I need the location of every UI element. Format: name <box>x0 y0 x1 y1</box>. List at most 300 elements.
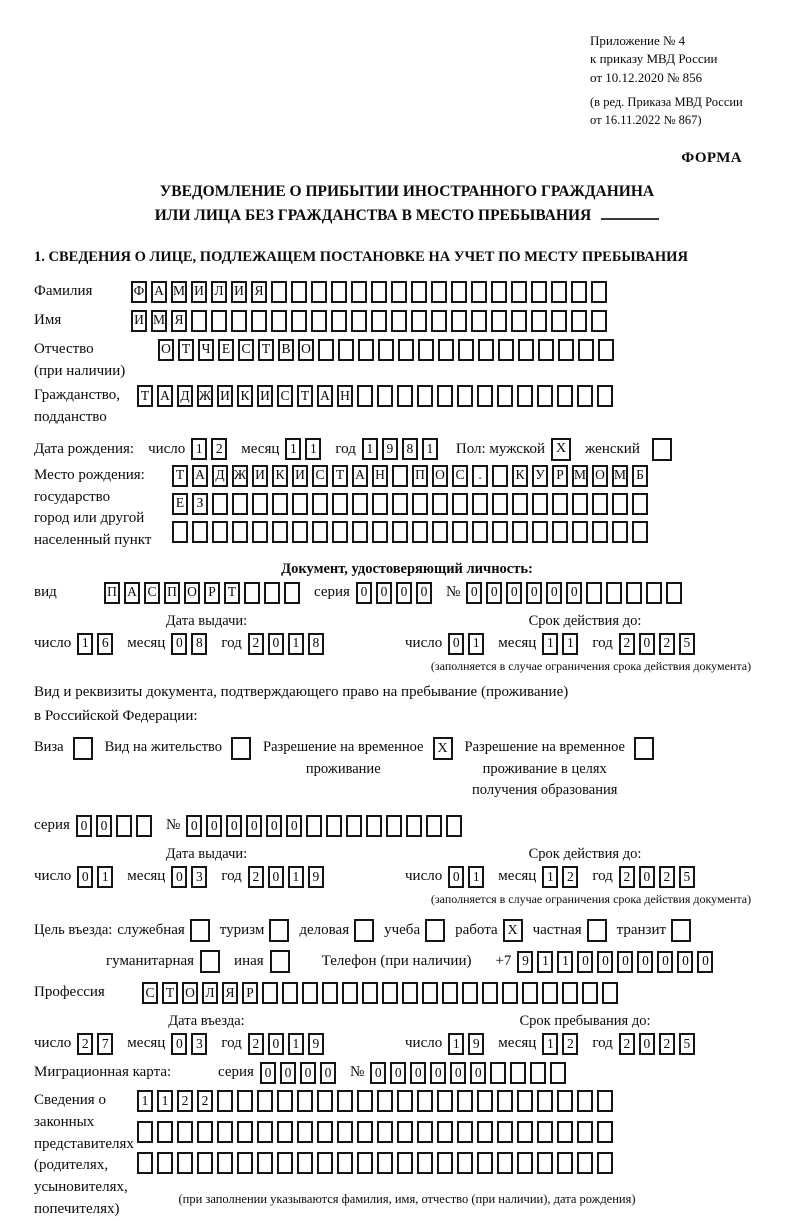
char-cell[interactable] <box>402 982 418 1004</box>
char-cell[interactable] <box>477 1121 493 1143</box>
char-cell[interactable]: 0 <box>566 582 582 604</box>
char-cell[interactable] <box>352 521 368 543</box>
char-cell[interactable] <box>306 815 322 837</box>
char-cell[interactable]: 1 <box>542 633 558 655</box>
char-cell[interactable] <box>491 310 507 332</box>
char-cell[interactable]: Д <box>212 465 228 487</box>
char-cell[interactable] <box>352 493 368 515</box>
char-cell[interactable] <box>322 982 338 1004</box>
char-cell[interactable] <box>277 1152 293 1174</box>
char-cell[interactable]: П <box>164 582 180 604</box>
char-cell[interactable] <box>471 281 487 303</box>
char-cell[interactable] <box>317 1090 333 1112</box>
char-cell[interactable] <box>357 1121 373 1143</box>
char-cell[interactable]: И <box>131 310 147 332</box>
char-cell[interactable] <box>217 1090 233 1112</box>
char-cell[interactable]: 1 <box>557 951 573 973</box>
char-cell[interactable] <box>297 1090 313 1112</box>
char-cell[interactable]: П <box>412 465 428 487</box>
char-cell[interactable] <box>417 1152 433 1174</box>
char-cell[interactable] <box>666 582 682 604</box>
char-cell[interactable]: Р <box>552 465 568 487</box>
char-cell[interactable]: Е <box>172 493 188 515</box>
char-cell[interactable] <box>591 281 607 303</box>
char-cell[interactable] <box>417 1090 433 1112</box>
char-cell[interactable] <box>477 385 493 407</box>
char-cell[interactable] <box>591 310 607 332</box>
char-cell[interactable] <box>531 281 547 303</box>
char-cell[interactable] <box>457 385 473 407</box>
char-cell[interactable] <box>371 281 387 303</box>
char-cell[interactable] <box>417 1121 433 1143</box>
char-cell[interactable]: С <box>452 465 468 487</box>
char-cell[interactable] <box>417 385 433 407</box>
char-cell[interactable]: 1 <box>288 1033 304 1055</box>
char-cell[interactable] <box>537 1152 553 1174</box>
char-cell[interactable]: О <box>592 465 608 487</box>
char-cell[interactable] <box>302 982 318 1004</box>
char-cell[interactable]: 1 <box>542 866 558 888</box>
char-cell[interactable]: 1 <box>288 866 304 888</box>
char-cell[interactable]: 0 <box>268 866 284 888</box>
char-cell[interactable] <box>597 1090 613 1112</box>
char-cell[interactable] <box>517 1121 533 1143</box>
char-cell[interactable] <box>557 1121 573 1143</box>
char-cell[interactable] <box>537 385 553 407</box>
char-cell[interactable] <box>377 1121 393 1143</box>
char-cell[interactable] <box>342 982 358 1004</box>
char-cell[interactable] <box>438 339 454 361</box>
char-cell[interactable] <box>252 493 268 515</box>
char-cell[interactable]: 0 <box>526 582 542 604</box>
char-cell[interactable]: 2 <box>562 1033 578 1055</box>
char-cell[interactable]: Ч <box>198 339 214 361</box>
char-cell[interactable] <box>337 1090 353 1112</box>
char-cell[interactable]: 9 <box>517 951 533 973</box>
char-cell[interactable] <box>432 521 448 543</box>
char-cell[interactable]: Д <box>177 385 193 407</box>
char-cell[interactable] <box>386 815 402 837</box>
char-cell[interactable] <box>212 493 228 515</box>
char-cell[interactable]: 0 <box>639 866 655 888</box>
char-cell[interactable]: 0 <box>677 951 693 973</box>
char-cell[interactable]: П <box>104 582 120 604</box>
char-cell[interactable] <box>397 1152 413 1174</box>
char-cell[interactable] <box>284 582 300 604</box>
char-cell[interactable]: 5 <box>679 633 695 655</box>
char-cell[interactable] <box>392 521 408 543</box>
char-cell[interactable] <box>452 493 468 515</box>
char-cell[interactable] <box>232 521 248 543</box>
char-cell[interactable]: 1 <box>362 438 378 460</box>
char-cell[interactable]: М <box>612 465 628 487</box>
char-cell[interactable] <box>551 310 567 332</box>
char-cell[interactable]: 0 <box>77 866 93 888</box>
char-cell[interactable] <box>271 310 287 332</box>
char-cell[interactable]: 1 <box>97 866 113 888</box>
char-cell[interactable] <box>172 521 188 543</box>
char-cell[interactable]: 1 <box>288 633 304 655</box>
char-cell[interactable]: О <box>184 582 200 604</box>
char-cell[interactable] <box>537 1121 553 1143</box>
char-cell[interactable] <box>557 1152 573 1174</box>
char-cell[interactable] <box>311 310 327 332</box>
char-cell[interactable] <box>292 521 308 543</box>
char-cell[interactable] <box>458 339 474 361</box>
char-cell[interactable] <box>362 982 378 1004</box>
char-cell[interactable] <box>157 1152 173 1174</box>
char-cell[interactable]: 0 <box>506 582 522 604</box>
char-cell[interactable]: О <box>182 982 198 1004</box>
char-cell[interactable]: С <box>142 982 158 1004</box>
char-cell[interactable] <box>177 1152 193 1174</box>
char-cell[interactable] <box>177 1121 193 1143</box>
char-cell[interactable]: 0 <box>639 633 655 655</box>
char-cell[interactable] <box>646 582 662 604</box>
char-cell[interactable] <box>277 1121 293 1143</box>
char-cell[interactable] <box>257 1152 273 1174</box>
char-cell[interactable] <box>512 493 528 515</box>
char-cell[interactable] <box>237 1121 253 1143</box>
char-cell[interactable] <box>451 310 467 332</box>
char-cell[interactable] <box>257 1090 273 1112</box>
char-cell[interactable]: 2 <box>659 1033 675 1055</box>
char-cell[interactable]: К <box>512 465 528 487</box>
char-cell[interactable]: И <box>191 281 207 303</box>
char-cell[interactable]: 2 <box>248 866 264 888</box>
char-cell[interactable] <box>597 1121 613 1143</box>
char-cell[interactable] <box>431 281 447 303</box>
char-cell[interactable]: 1 <box>77 633 93 655</box>
char-cell[interactable]: 2 <box>248 633 264 655</box>
male-checkbox[interactable]: X <box>551 438 571 461</box>
char-cell[interactable] <box>457 1152 473 1174</box>
char-cell[interactable]: 0 <box>466 582 482 604</box>
purpose-private-checkbox[interactable] <box>587 919 607 942</box>
char-cell[interactable] <box>472 521 488 543</box>
char-cell[interactable] <box>291 281 307 303</box>
char-cell[interactable] <box>317 1152 333 1174</box>
char-cell[interactable] <box>498 339 514 361</box>
char-cell[interactable]: 3 <box>191 866 207 888</box>
purpose-tourism-checkbox[interactable] <box>269 919 289 942</box>
char-cell[interactable]: Т <box>332 465 348 487</box>
char-cell[interactable]: Т <box>258 339 274 361</box>
char-cell[interactable]: 0 <box>697 951 713 973</box>
purpose-other-checkbox[interactable] <box>270 950 290 973</box>
char-cell[interactable] <box>531 310 547 332</box>
char-cell[interactable] <box>377 1152 393 1174</box>
purpose-business-checkbox[interactable] <box>354 919 374 942</box>
char-cell[interactable] <box>357 1090 373 1112</box>
char-cell[interactable]: М <box>151 310 167 332</box>
char-cell[interactable] <box>326 815 342 837</box>
char-cell[interactable]: 0 <box>657 951 673 973</box>
char-cell[interactable] <box>471 310 487 332</box>
char-cell[interactable] <box>571 310 587 332</box>
char-cell[interactable] <box>557 1090 573 1112</box>
char-cell[interactable] <box>518 339 534 361</box>
char-cell[interactable] <box>572 493 588 515</box>
char-cell[interactable] <box>231 310 247 332</box>
char-cell[interactable] <box>492 465 508 487</box>
char-cell[interactable] <box>550 1062 566 1084</box>
char-cell[interactable]: Ж <box>232 465 248 487</box>
char-cell[interactable]: 0 <box>546 582 562 604</box>
char-cell[interactable] <box>292 493 308 515</box>
female-checkbox[interactable] <box>652 438 672 461</box>
char-cell[interactable] <box>197 1121 213 1143</box>
char-cell[interactable] <box>392 465 408 487</box>
char-cell[interactable] <box>530 1062 546 1084</box>
char-cell[interactable] <box>502 982 518 1004</box>
char-cell[interactable] <box>538 339 554 361</box>
char-cell[interactable]: С <box>238 339 254 361</box>
char-cell[interactable] <box>371 310 387 332</box>
char-cell[interactable] <box>482 982 498 1004</box>
char-cell[interactable]: 3 <box>191 1033 207 1055</box>
char-cell[interactable]: А <box>317 385 333 407</box>
char-cell[interactable] <box>411 281 427 303</box>
char-cell[interactable]: 1 <box>542 1033 558 1055</box>
char-cell[interactable]: 0 <box>486 582 502 604</box>
purpose-official-checkbox[interactable] <box>190 919 210 942</box>
char-cell[interactable] <box>332 493 348 515</box>
char-cell[interactable]: З <box>192 493 208 515</box>
char-cell[interactable] <box>472 493 488 515</box>
char-cell[interactable]: 0 <box>300 1062 316 1084</box>
char-cell[interactable] <box>537 1090 553 1112</box>
char-cell[interactable]: Ф <box>131 281 147 303</box>
char-cell[interactable] <box>251 310 267 332</box>
char-cell[interactable] <box>612 521 628 543</box>
char-cell[interactable]: 0 <box>416 582 432 604</box>
char-cell[interactable]: А <box>157 385 173 407</box>
char-cell[interactable] <box>392 493 408 515</box>
char-cell[interactable]: 1 <box>468 633 484 655</box>
char-cell[interactable]: 0 <box>226 815 242 837</box>
temp-residence-education-checkbox[interactable] <box>634 737 654 760</box>
char-cell[interactable]: А <box>124 582 140 604</box>
char-cell[interactable] <box>237 1090 253 1112</box>
char-cell[interactable]: 0 <box>617 951 633 973</box>
char-cell[interactable]: 0 <box>206 815 222 837</box>
char-cell[interactable] <box>211 310 227 332</box>
char-cell[interactable] <box>357 385 373 407</box>
char-cell[interactable] <box>446 815 462 837</box>
char-cell[interactable]: 1 <box>468 866 484 888</box>
char-cell[interactable]: 0 <box>410 1062 426 1084</box>
char-cell[interactable] <box>311 281 327 303</box>
char-cell[interactable] <box>358 339 374 361</box>
char-cell[interactable]: 0 <box>96 815 112 837</box>
char-cell[interactable] <box>272 521 288 543</box>
char-cell[interactable] <box>612 493 628 515</box>
char-cell[interactable] <box>562 982 578 1004</box>
char-cell[interactable] <box>511 281 527 303</box>
char-cell[interactable] <box>586 582 602 604</box>
char-cell[interactable] <box>351 281 367 303</box>
char-cell[interactable] <box>542 982 558 1004</box>
char-cell[interactable] <box>517 1152 533 1174</box>
char-cell[interactable]: 0 <box>171 866 187 888</box>
char-cell[interactable]: 0 <box>268 633 284 655</box>
char-cell[interactable]: 9 <box>308 866 324 888</box>
char-cell[interactable] <box>577 1152 593 1174</box>
char-cell[interactable] <box>338 339 354 361</box>
char-cell[interactable] <box>462 982 478 1004</box>
char-cell[interactable] <box>262 982 278 1004</box>
char-cell[interactable]: А <box>151 281 167 303</box>
char-cell[interactable]: Р <box>204 582 220 604</box>
char-cell[interactable]: 2 <box>659 866 675 888</box>
char-cell[interactable] <box>418 339 434 361</box>
char-cell[interactable]: Ж <box>197 385 213 407</box>
char-cell[interactable]: 0 <box>356 582 372 604</box>
char-cell[interactable] <box>317 1121 333 1143</box>
char-cell[interactable] <box>397 1090 413 1112</box>
char-cell[interactable]: 0 <box>430 1062 446 1084</box>
char-cell[interactable]: 2 <box>77 1033 93 1055</box>
char-cell[interactable]: 1 <box>448 1033 464 1055</box>
char-cell[interactable] <box>297 1152 313 1174</box>
char-cell[interactable] <box>422 982 438 1004</box>
char-cell[interactable]: Я <box>251 281 267 303</box>
char-cell[interactable] <box>312 521 328 543</box>
char-cell[interactable]: 6 <box>97 633 113 655</box>
char-cell[interactable] <box>406 815 422 837</box>
char-cell[interactable]: Е <box>218 339 234 361</box>
char-cell[interactable] <box>592 521 608 543</box>
char-cell[interactable]: Т <box>224 582 240 604</box>
char-cell[interactable]: 1 <box>285 438 301 460</box>
char-cell[interactable] <box>477 1152 493 1174</box>
char-cell[interactable]: О <box>432 465 448 487</box>
char-cell[interactable]: И <box>217 385 233 407</box>
char-cell[interactable] <box>532 521 548 543</box>
char-cell[interactable]: 0 <box>470 1062 486 1084</box>
char-cell[interactable]: Н <box>372 465 388 487</box>
char-cell[interactable]: Т <box>172 465 188 487</box>
purpose-transit-checkbox[interactable] <box>671 919 691 942</box>
char-cell[interactable]: 2 <box>619 633 635 655</box>
char-cell[interactable]: Т <box>137 385 153 407</box>
char-cell[interactable] <box>557 385 573 407</box>
char-cell[interactable] <box>192 521 208 543</box>
char-cell[interactable]: 2 <box>619 1033 635 1055</box>
char-cell[interactable]: 0 <box>396 582 412 604</box>
char-cell[interactable] <box>478 339 494 361</box>
char-cell[interactable]: 2 <box>619 866 635 888</box>
char-cell[interactable]: 0 <box>186 815 202 837</box>
char-cell[interactable]: 0 <box>390 1062 406 1084</box>
char-cell[interactable] <box>492 521 508 543</box>
char-cell[interactable] <box>497 1090 513 1112</box>
char-cell[interactable]: С <box>144 582 160 604</box>
char-cell[interactable]: 0 <box>370 1062 386 1084</box>
char-cell[interactable] <box>191 310 207 332</box>
char-cell[interactable]: И <box>257 385 273 407</box>
char-cell[interactable]: 0 <box>260 1062 276 1084</box>
char-cell[interactable] <box>602 982 618 1004</box>
char-cell[interactable] <box>252 521 268 543</box>
char-cell[interactable] <box>291 310 307 332</box>
char-cell[interactable]: 0 <box>280 1062 296 1084</box>
char-cell[interactable] <box>351 310 367 332</box>
char-cell[interactable]: 0 <box>171 633 187 655</box>
char-cell[interactable]: Т <box>297 385 313 407</box>
char-cell[interactable]: 1 <box>537 951 553 973</box>
char-cell[interactable] <box>331 310 347 332</box>
char-cell[interactable] <box>337 1121 353 1143</box>
char-cell[interactable] <box>391 281 407 303</box>
char-cell[interactable] <box>398 339 414 361</box>
char-cell[interactable] <box>490 1062 506 1084</box>
char-cell[interactable] <box>297 1121 313 1143</box>
char-cell[interactable]: 2 <box>197 1090 213 1112</box>
char-cell[interactable] <box>512 521 528 543</box>
char-cell[interactable] <box>578 339 594 361</box>
char-cell[interactable]: 1 <box>157 1090 173 1112</box>
char-cell[interactable]: М <box>572 465 588 487</box>
char-cell[interactable] <box>197 1152 213 1174</box>
char-cell[interactable]: М <box>171 281 187 303</box>
char-cell[interactable] <box>577 385 593 407</box>
char-cell[interactable] <box>377 385 393 407</box>
char-cell[interactable] <box>517 1090 533 1112</box>
purpose-work-checkbox[interactable]: X <box>503 919 523 942</box>
char-cell[interactable] <box>532 493 548 515</box>
char-cell[interactable]: 8 <box>308 633 324 655</box>
char-cell[interactable] <box>558 339 574 361</box>
char-cell[interactable]: Л <box>211 281 227 303</box>
char-cell[interactable] <box>282 982 298 1004</box>
char-cell[interactable]: 0 <box>76 815 92 837</box>
char-cell[interactable] <box>217 1152 233 1174</box>
char-cell[interactable] <box>522 982 538 1004</box>
char-cell[interactable] <box>271 281 287 303</box>
char-cell[interactable] <box>431 310 447 332</box>
char-cell[interactable]: 7 <box>97 1033 113 1055</box>
char-cell[interactable]: К <box>272 465 288 487</box>
char-cell[interactable] <box>597 385 613 407</box>
char-cell[interactable] <box>457 1090 473 1112</box>
char-cell[interactable] <box>492 493 508 515</box>
char-cell[interactable]: С <box>312 465 328 487</box>
char-cell[interactable]: 8 <box>191 633 207 655</box>
char-cell[interactable]: 9 <box>382 438 398 460</box>
char-cell[interactable] <box>517 385 533 407</box>
char-cell[interactable]: В <box>278 339 294 361</box>
char-cell[interactable]: 0 <box>450 1062 466 1084</box>
char-cell[interactable]: 2 <box>248 1033 264 1055</box>
char-cell[interactable]: 0 <box>268 1033 284 1055</box>
char-cell[interactable]: К <box>237 385 253 407</box>
char-cell[interactable]: 0 <box>639 1033 655 1055</box>
char-cell[interactable]: 0 <box>577 951 593 973</box>
char-cell[interactable] <box>437 1121 453 1143</box>
char-cell[interactable]: 5 <box>679 866 695 888</box>
char-cell[interactable] <box>552 521 568 543</box>
char-cell[interactable]: 0 <box>448 633 464 655</box>
char-cell[interactable]: А <box>192 465 208 487</box>
char-cell[interactable] <box>264 582 280 604</box>
char-cell[interactable]: И <box>231 281 247 303</box>
char-cell[interactable]: А <box>352 465 368 487</box>
char-cell[interactable] <box>426 815 442 837</box>
char-cell[interactable]: 2 <box>177 1090 193 1112</box>
char-cell[interactable]: Я <box>171 310 187 332</box>
